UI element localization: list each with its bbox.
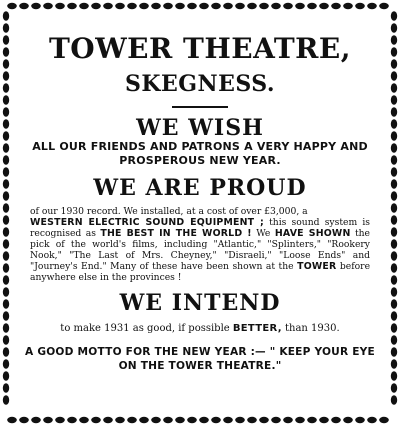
we-are-proud-strong-2: THE BEST IN THE WORLD ! xyxy=(100,228,252,239)
location-subtitle: SKEGNESS. xyxy=(124,71,276,97)
we-are-proud-strong-1: WESTERN ELECTRIC SOUND EQUIPMENT ; xyxy=(30,217,264,228)
we-are-proud-text-e: before anywhere else in the provinces ! xyxy=(30,261,371,283)
divider-rule xyxy=(172,106,228,108)
we-are-proud-strong-4: TOWER xyxy=(297,261,337,272)
new-year-motto: A GOOD MOTTO FOR THE NEW YEAR :— " KEEP YOUR EYE ON THE TOWER THEATRE." xyxy=(25,346,375,372)
page-title: TOWER THEATRE, xyxy=(48,32,352,65)
we-intend-strong: BETTER, xyxy=(232,323,282,334)
theatre-advertisement xyxy=(20,26,380,402)
we-are-proud-text-d: the pick of the world's films, including "Atlantic," "Splinters," "Rookery Nook," "The Last of Mrs. Cheyney," "Disraeli," "Loose Ends" and "Journey's End." Many of these have been shown at the xyxy=(30,228,370,272)
we-are-proud-strong-3: HAVE SHOWN xyxy=(274,228,351,239)
we-intend-text-a: to make 1931 as good, if possible xyxy=(60,323,233,334)
we-intend-line xyxy=(30,323,370,335)
we-are-proud-text-a: of our 1930 record. We installed, at a cost of over £3,000, a xyxy=(30,206,308,217)
we-intend-text-b: than 1930. xyxy=(281,323,340,334)
we-wish-line-2: PROSPEROUS NEW YEAR. xyxy=(119,154,281,167)
we-intend-heading: WE INTEND xyxy=(119,290,281,316)
we-wish-heading: WE WISH xyxy=(136,115,264,141)
we-wish-line-1: ALL OUR FRIENDS AND PATRONS A VERY HAPPY AND xyxy=(32,140,368,153)
we-are-proud-paragraph xyxy=(30,206,370,283)
we-are-proud-heading: WE ARE PROUD xyxy=(93,175,307,201)
we-are-proud-text-b: this sound system is recognised as xyxy=(30,217,370,239)
we-are-proud-text-c: We xyxy=(251,228,275,239)
